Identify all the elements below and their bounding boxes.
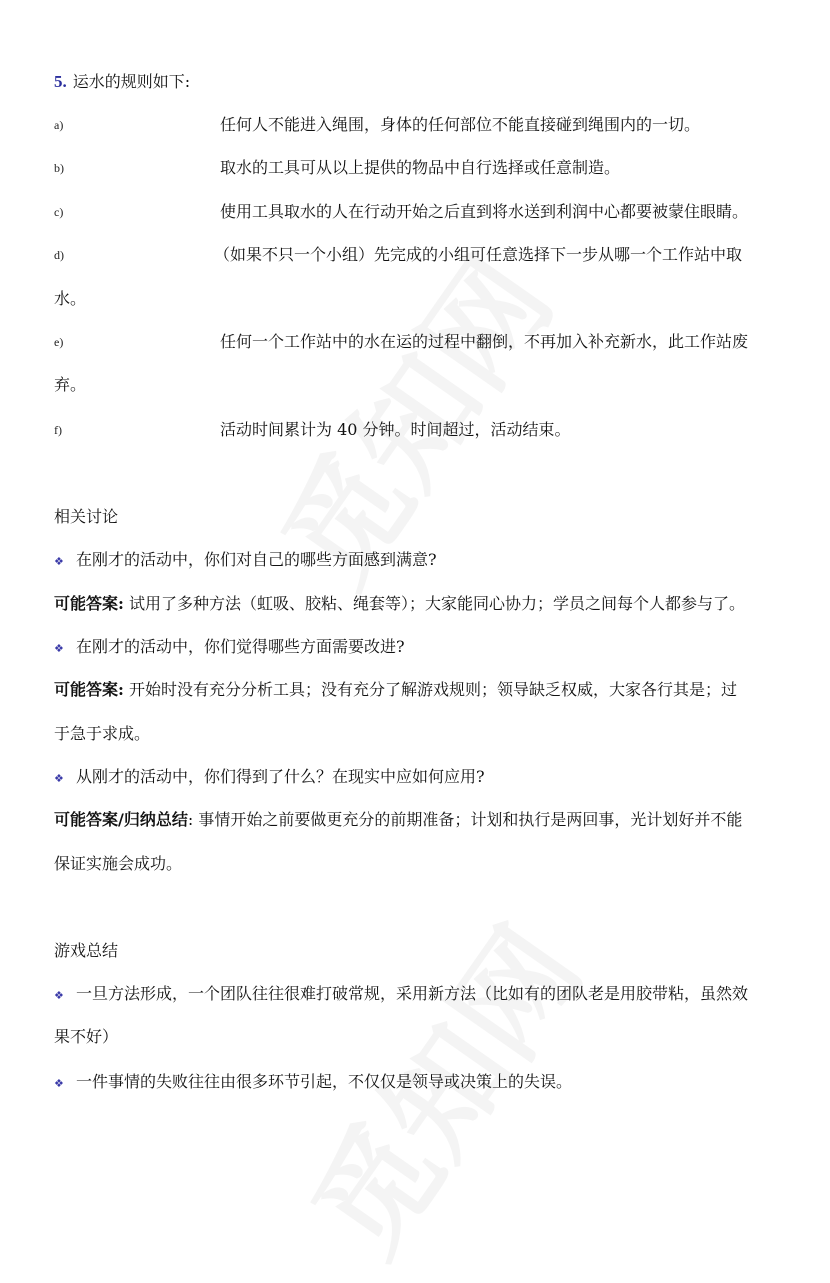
question-text: 从刚才的活动中，你们得到了什么？在现实中应如何应用? (76, 767, 485, 786)
rule-text: 取水的工具可从以上提供的物品中自行选择或任意制造。 (220, 158, 621, 177)
rule-text: 使用工具取水的人在行动开始之后直到将水送到利润中心都要被蒙住眼睛。 (220, 202, 749, 221)
discussion-answer (54, 810, 742, 830)
summary-item (54, 1072, 572, 1094)
answer-text: 试用了多种方法（虹吸、胶粘、绳套等）；大家能同心协力；学员之间每个人都参与了。 (123, 594, 746, 613)
discussion-title: 相关讨论 (54, 507, 119, 526)
rule-label: c) (54, 205, 64, 219)
question-text: 在刚才的活动中，你们觉得哪些方面需要改进? (76, 637, 405, 656)
rule-text: 任何一个工作站中的水在运的过程中翻倒，不再加入补充新水，此工作站废 (220, 332, 749, 351)
rule-label: b) (54, 161, 64, 175)
discussion-question (54, 637, 405, 659)
answer-text-cont: 保证实施会成功。 (54, 854, 183, 873)
answer-label: 可能答案: (54, 594, 124, 613)
diamond-bullet-icon: ❖ (54, 555, 64, 568)
diamond-bullet-icon: ❖ (54, 1077, 64, 1090)
rule-label: a) (54, 118, 64, 132)
rule-text: （如果不只一个小组）先完成的小组可任意选择下一步从哪一个工作站中取 (214, 245, 743, 264)
answer-text-cont: 于急于求成。 (54, 724, 151, 743)
section-title: 运水的规则如下: (72, 72, 191, 91)
discussion-question (54, 550, 437, 572)
summary-title: 游戏总结 (54, 941, 119, 960)
section-number: 5. (54, 72, 67, 91)
section-heading (54, 72, 190, 92)
rule-label: e) (54, 335, 64, 349)
diamond-bullet-icon: ❖ (54, 642, 64, 655)
rule-text-cont: 水。 (54, 289, 87, 308)
rule-text-cont: 弃。 (54, 375, 87, 394)
rule-text: 活动时间累计为 40 分钟。时间超过，活动结束。 (220, 420, 571, 439)
summary-text: 一旦方法形成，一个团队往往很难打破常规，采用新方法（比如有的团队老是用胶带粘，虽然效 (76, 984, 749, 1003)
discussion-question (54, 767, 485, 789)
rule-text: 任何人不能进入绳围，身体的任何部位不能直接碰到绳围内的一切。 (220, 115, 701, 134)
discussion-answer (54, 680, 737, 700)
answer-label: 可能答案: (54, 680, 124, 699)
question-text: 在刚才的活动中，你们对自己的哪些方面感到满意? (76, 550, 437, 569)
answer-text: 开始时没有充分分析工具；没有充分了解游戏规则；领导缺乏权威，大家各行其是；过 (123, 680, 738, 699)
diamond-bullet-icon: ❖ (54, 772, 64, 785)
answer-text: : 事情开始之前要做更充分的前期准备；计划和执行是两回事，光计划好并不能 (187, 810, 743, 829)
rule-label: f) (54, 423, 62, 437)
summary-text-cont: 果不好） (54, 1027, 119, 1046)
summary-item (54, 984, 748, 1006)
summary-text: 一件事情的失败往往由很多环节引起，不仅仅是领导或决策上的失误。 (76, 1072, 573, 1091)
rule-label: d) (54, 248, 64, 262)
answer-label: 可能答案/归纳总结 (54, 810, 188, 829)
diamond-bullet-icon: ❖ (54, 989, 64, 1002)
discussion-answer (54, 594, 745, 614)
